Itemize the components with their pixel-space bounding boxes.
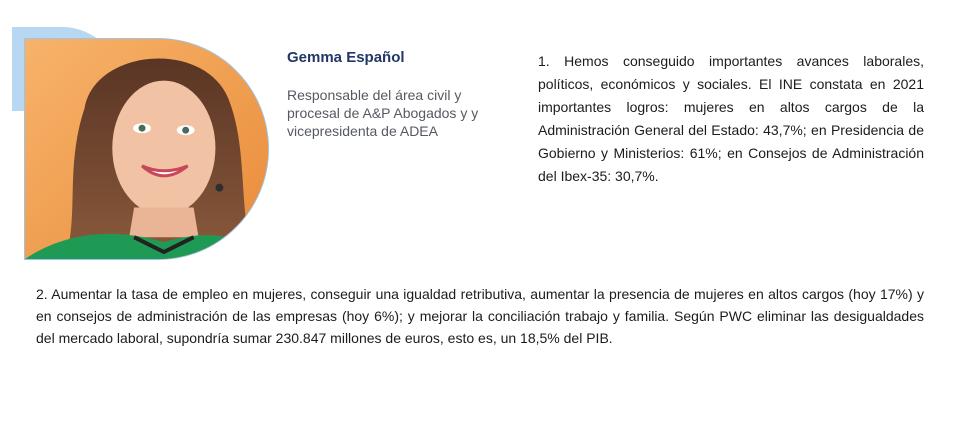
answer-paragraph-1: 1. Hemos conseguido importantes avances laborales, políticos, económicos y sociales. El INE constata en 2021 importantes logros: mujeres en altos cargos de la Administración General del Estado: 43,7%; en Presidencia de Gobierno y Ministerios: 61%; en Consejos de Administración del Ibex-35: 30,7%. (538, 53, 924, 184)
person-role: Responsable del área civil y procesal de A&P Abogados y y vicepresidenta de ADEA (287, 87, 479, 139)
person-name: Gemma Español (287, 49, 405, 66)
portrait-illustration (25, 39, 268, 259)
profile-photo (24, 38, 269, 260)
answer-paragraph-2: 2. Aumentar la tasa de empleo en mujeres, conseguir una igualdad retributiva, aumentar la presencia de mujeres en altos cargos (hoy 17%) y en consejos de administración de las empresas (hoy 6%); y mejorar la conciliación trabajo y familia. Según PWC eliminar las desigualdades del mercado laboral, supondría sumar 230.847 millones de euros, esto es, un 18,5% del PIB. (36, 286, 924, 346)
